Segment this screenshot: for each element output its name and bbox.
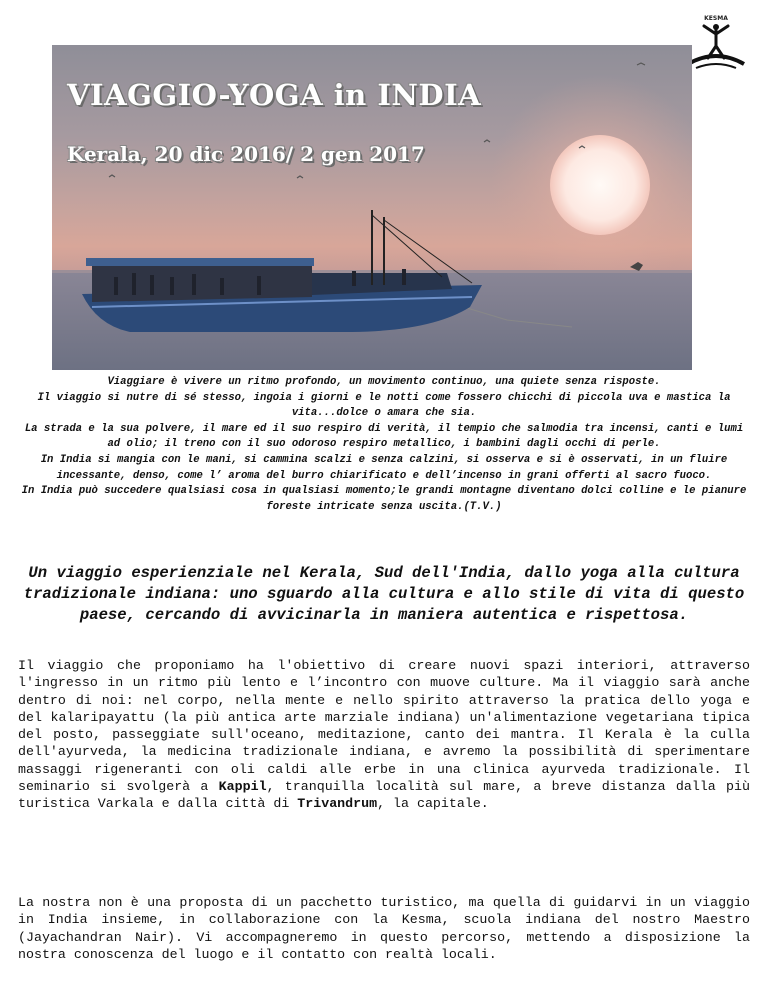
quote-line: La strada e la sua polvere, il mare ed il suo respiro di verità, il tempio che salmodia tra incensi, canti e lumi ad olio; il treno con il suo odoroso respiro metallico, i bambini dagli occhi di perle.: [24, 422, 744, 451]
sun: [550, 135, 650, 235]
quote-line: Viaggiare è vivere un ritmo profondo, un movimento continuo, una quiete senza risposte.: [107, 376, 661, 388]
place-kappil: Kappil: [218, 779, 267, 795]
logo-label: KESMA: [704, 15, 728, 22]
body-paragraph-1: [18, 657, 750, 813]
hero-banner: [52, 45, 692, 370]
text-run: Il viaggio che proponiamo ha l'obiettivo di creare nuovi spazi interiori, attraverso l'ingresso in un ritmo più lento e l’incontro con muove culture. Ma il viaggio sarà anche dentro di noi: nel corpo, nella mente e nello spirito attraverso la pratica dello yoga e del kalaripayattu (la più antica arte marziale indiana) un'alimentazione vegetariana tipica del posto, passeggiate sull'oceano, meditazione, canto dei mantra. Il Kerala è la culla dell'ayurveda, la medicina tradizionale indiana, e avremo la possibilità di sperimentare massaggi rigeneranti con oli caldi alle erbe in una clinica ayurveda tradizionale. Il seminario si svolgerà a: [18, 658, 750, 795]
body-paragraph-2: La nostra non è una proposta di un pacchetto turistico, ma quella di guidarvi in un viaggio in India insieme, in collaborazione con la Kesma, scuola indiana del nostro Maestro (Jayachandran Nair). Vi accompagneremo in questo percorso, mettendo a disposizione la nostra conoscenza del luogo e il contatto con realtà locali.: [18, 895, 750, 962]
quote-line: In India si mangia con le mani, si cammina scalzi e senza calzini, si osserva e si è osservati, in un fluire incessante, denso, come l’ aroma del burro chiarificato e dell’incenso in grani offerti al sacro fuoco.: [40, 453, 728, 482]
page-title: VIAGGIO-YOGA in INDIA: [67, 78, 482, 112]
lead-paragraph: Un viaggio esperienziale nel Kerala, Sud dell'India, dallo yoga alla cultura tradizionale indiana: uno sguardo alla cultura e allo stile di vita di questo paese, cercando di avvicinarla in maniera autentica e rispettosa.: [23, 564, 745, 624]
text-run: , la capitale.: [377, 796, 489, 812]
yoga-figure-icon: [684, 12, 748, 74]
kesma-logo: [684, 12, 748, 74]
quote-line: Il viaggio si nutre di sé stesso, ingoia i giorni e le notti come fossero chicchi di piccola uva e mastica la vita...dolce o amara che sia.: [37, 391, 731, 420]
place-trivandrum: Trivandrum: [297, 796, 378, 812]
text-run: , tranquilla località sul mare, a breve distanza dalla più turistica Varkala e dalla città di: [18, 779, 750, 812]
page-subtitle: Kerala, 20 dic 2016/ 2 gen 2017: [67, 142, 425, 166]
quote-line: In India può succedere qualsiasi cosa in qualsiasi momento;le grandi montagne diventano dolci colline e le pianure foreste intricate senza uscita.(T.V.): [21, 485, 747, 513]
quote-block: [16, 375, 752, 515]
